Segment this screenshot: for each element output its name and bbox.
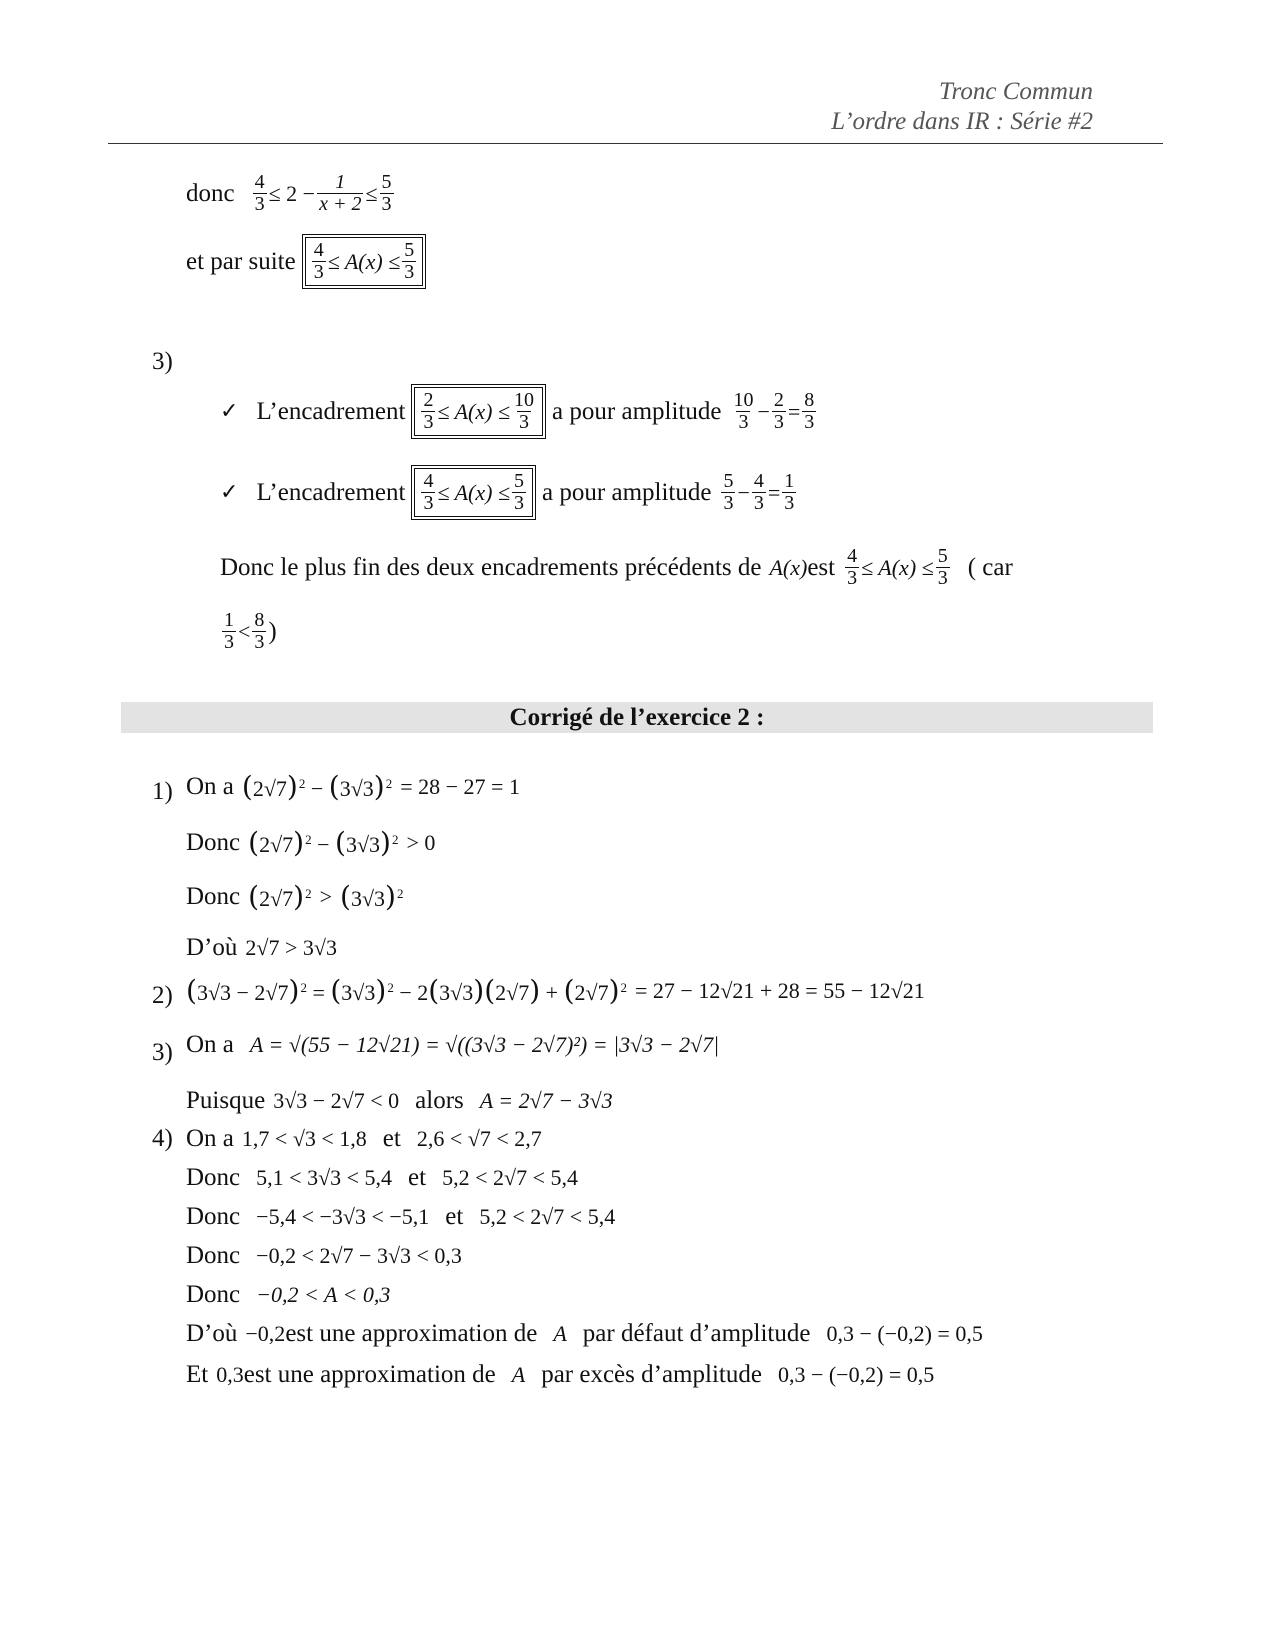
header-series: L’ordre dans IR : Série #2	[831, 108, 1093, 135]
encadrement-line-2: ✓ L’encadrement $\frac{4}{3}$ ≤ A(x) ≤ $\frac{5}{3}$ a pour amplitude $\frac{5}{3}$ − $\frac{4}{3}$ = $\frac{1}{3}$	[220, 465, 798, 520]
ex2-line-d1: Donc 5,1 < 3√3 < 5,4 et 5,2 < 2√7 < 5,4	[186, 1164, 578, 1191]
question-label: 3)	[152, 348, 173, 375]
fraction: $\frac{4}{3}$	[254, 171, 265, 215]
prev-donc-line	[186, 172, 396, 215]
ex2-line-et: Et 0,3 est une approximation de A par excès d’amplitude 0,3 − (−0,2) = 0,5	[186, 1361, 935, 1388]
ex2-line-dou2: D’où −0,2 est une approximation de A par défaut d’amplitude 0,3 − (−0,2) = 0,5	[186, 1320, 983, 1347]
prev-suite-line	[186, 234, 432, 289]
conclusion-car-line: $\frac{1}{3}$ < $\frac{8}{3}$ )	[224, 609, 277, 653]
ex2-line-donc-1: Donc $(2√7)^2 - (3√3)^2$ > 0	[186, 826, 436, 859]
item-label: 4)	[152, 1125, 173, 1152]
check-icon: ✓	[220, 399, 239, 424]
ex2-line-d4: Donc −0,2 < A < 0,3	[186, 1281, 391, 1308]
fraction: $\frac{1}{x + 2}$	[319, 171, 362, 215]
encadrement-box: $\frac{4}{3}$ ≤ A(x) ≤ $\frac{5}{3}$	[411, 465, 536, 520]
item-label: 2)	[152, 982, 173, 1009]
amp-word: a pour amplitude	[542, 478, 712, 506]
header-course: Tronc Commun	[939, 78, 1093, 105]
item-label: 3)	[152, 1039, 173, 1066]
ex2-line-1: On a $(2√7)^2 - (3√3)^2$ = 28 − 27 = 1	[186, 770, 520, 803]
item-label: 1)	[152, 778, 173, 805]
header-rule	[108, 143, 1163, 144]
encadrement-line-1: ✓ L’encadrement $\frac{2}{3}$ ≤ A(x) ≤ $\frac{10}{3}$ a pour amplitude $\frac{10}{3}$ − $\frac{2}{3}$ = $\frac{8}{3}$	[220, 384, 818, 439]
ex2-line-d2: Donc −5,4 < −3√3 < −5,1 et 5,2 < 2√7 < 5,4	[186, 1203, 616, 1230]
ex2-line-donc-2: Donc $(2√7)^2$ > $(3√3)^2$	[186, 880, 404, 913]
operator: ≤	[365, 180, 378, 206]
ex2-line-2: $(3√3 - 2√7)^2 = (3√3)^2 - 2(3√3)(2√7) + (2√7)^2$ = 27 − 12√21 + 28 = 55 − 12√21	[186, 974, 925, 1007]
conclusion-text: Donc le plus fin des deux encadrements précédents de	[220, 553, 762, 581]
amp-word: a pour amplitude	[552, 397, 722, 425]
donc-word: donc	[186, 179, 235, 207]
fraction: $\frac{5}{3}$	[381, 171, 392, 215]
section-banner: Corrigé de l’exercice 2 :	[121, 702, 1153, 733]
conclusion-line: Donc le plus fin des deux encadrements précédents de A(x) est $\frac{4}{3}$ ≤ A(x) ≤ $\frac{5}{3}$ ( car	[220, 545, 1013, 589]
enc-word: L’encadrement	[256, 478, 406, 506]
ex2-line-dou: D’où 2√7 > 3√3	[186, 934, 337, 961]
suite-text: et par suite	[186, 247, 296, 275]
operator: ≤ 2 −	[268, 180, 316, 206]
check-icon: ✓	[220, 480, 239, 505]
ex2-line-d3: Donc −0,2 < 2√7 − 3√3 < 0,3	[186, 1242, 462, 1269]
ex2-line-4: On a 1,7 < √3 < 1,8 et 2,6 < √7 < 2,7	[186, 1125, 542, 1152]
result-box: $\frac{4}{3}$ ≤ A(x) ≤ $\frac{5}{3}$	[302, 234, 427, 289]
encadrement-box: $\frac{2}{3}$ ≤ A(x) ≤ $\frac{10}{3}$	[411, 384, 546, 439]
ax: A(x)	[769, 554, 808, 580]
enc-word: L’encadrement	[256, 397, 406, 425]
ex2-line-3: On a A = √(55 − 12√21) = √((3√3 − 2√7)²) = |3√3 − 2√7|	[186, 1031, 720, 1058]
ex2-line-puisque: Puisque 3√3 − 2√7 < 0 alors A = 2√7 − 3√3	[186, 1087, 613, 1114]
